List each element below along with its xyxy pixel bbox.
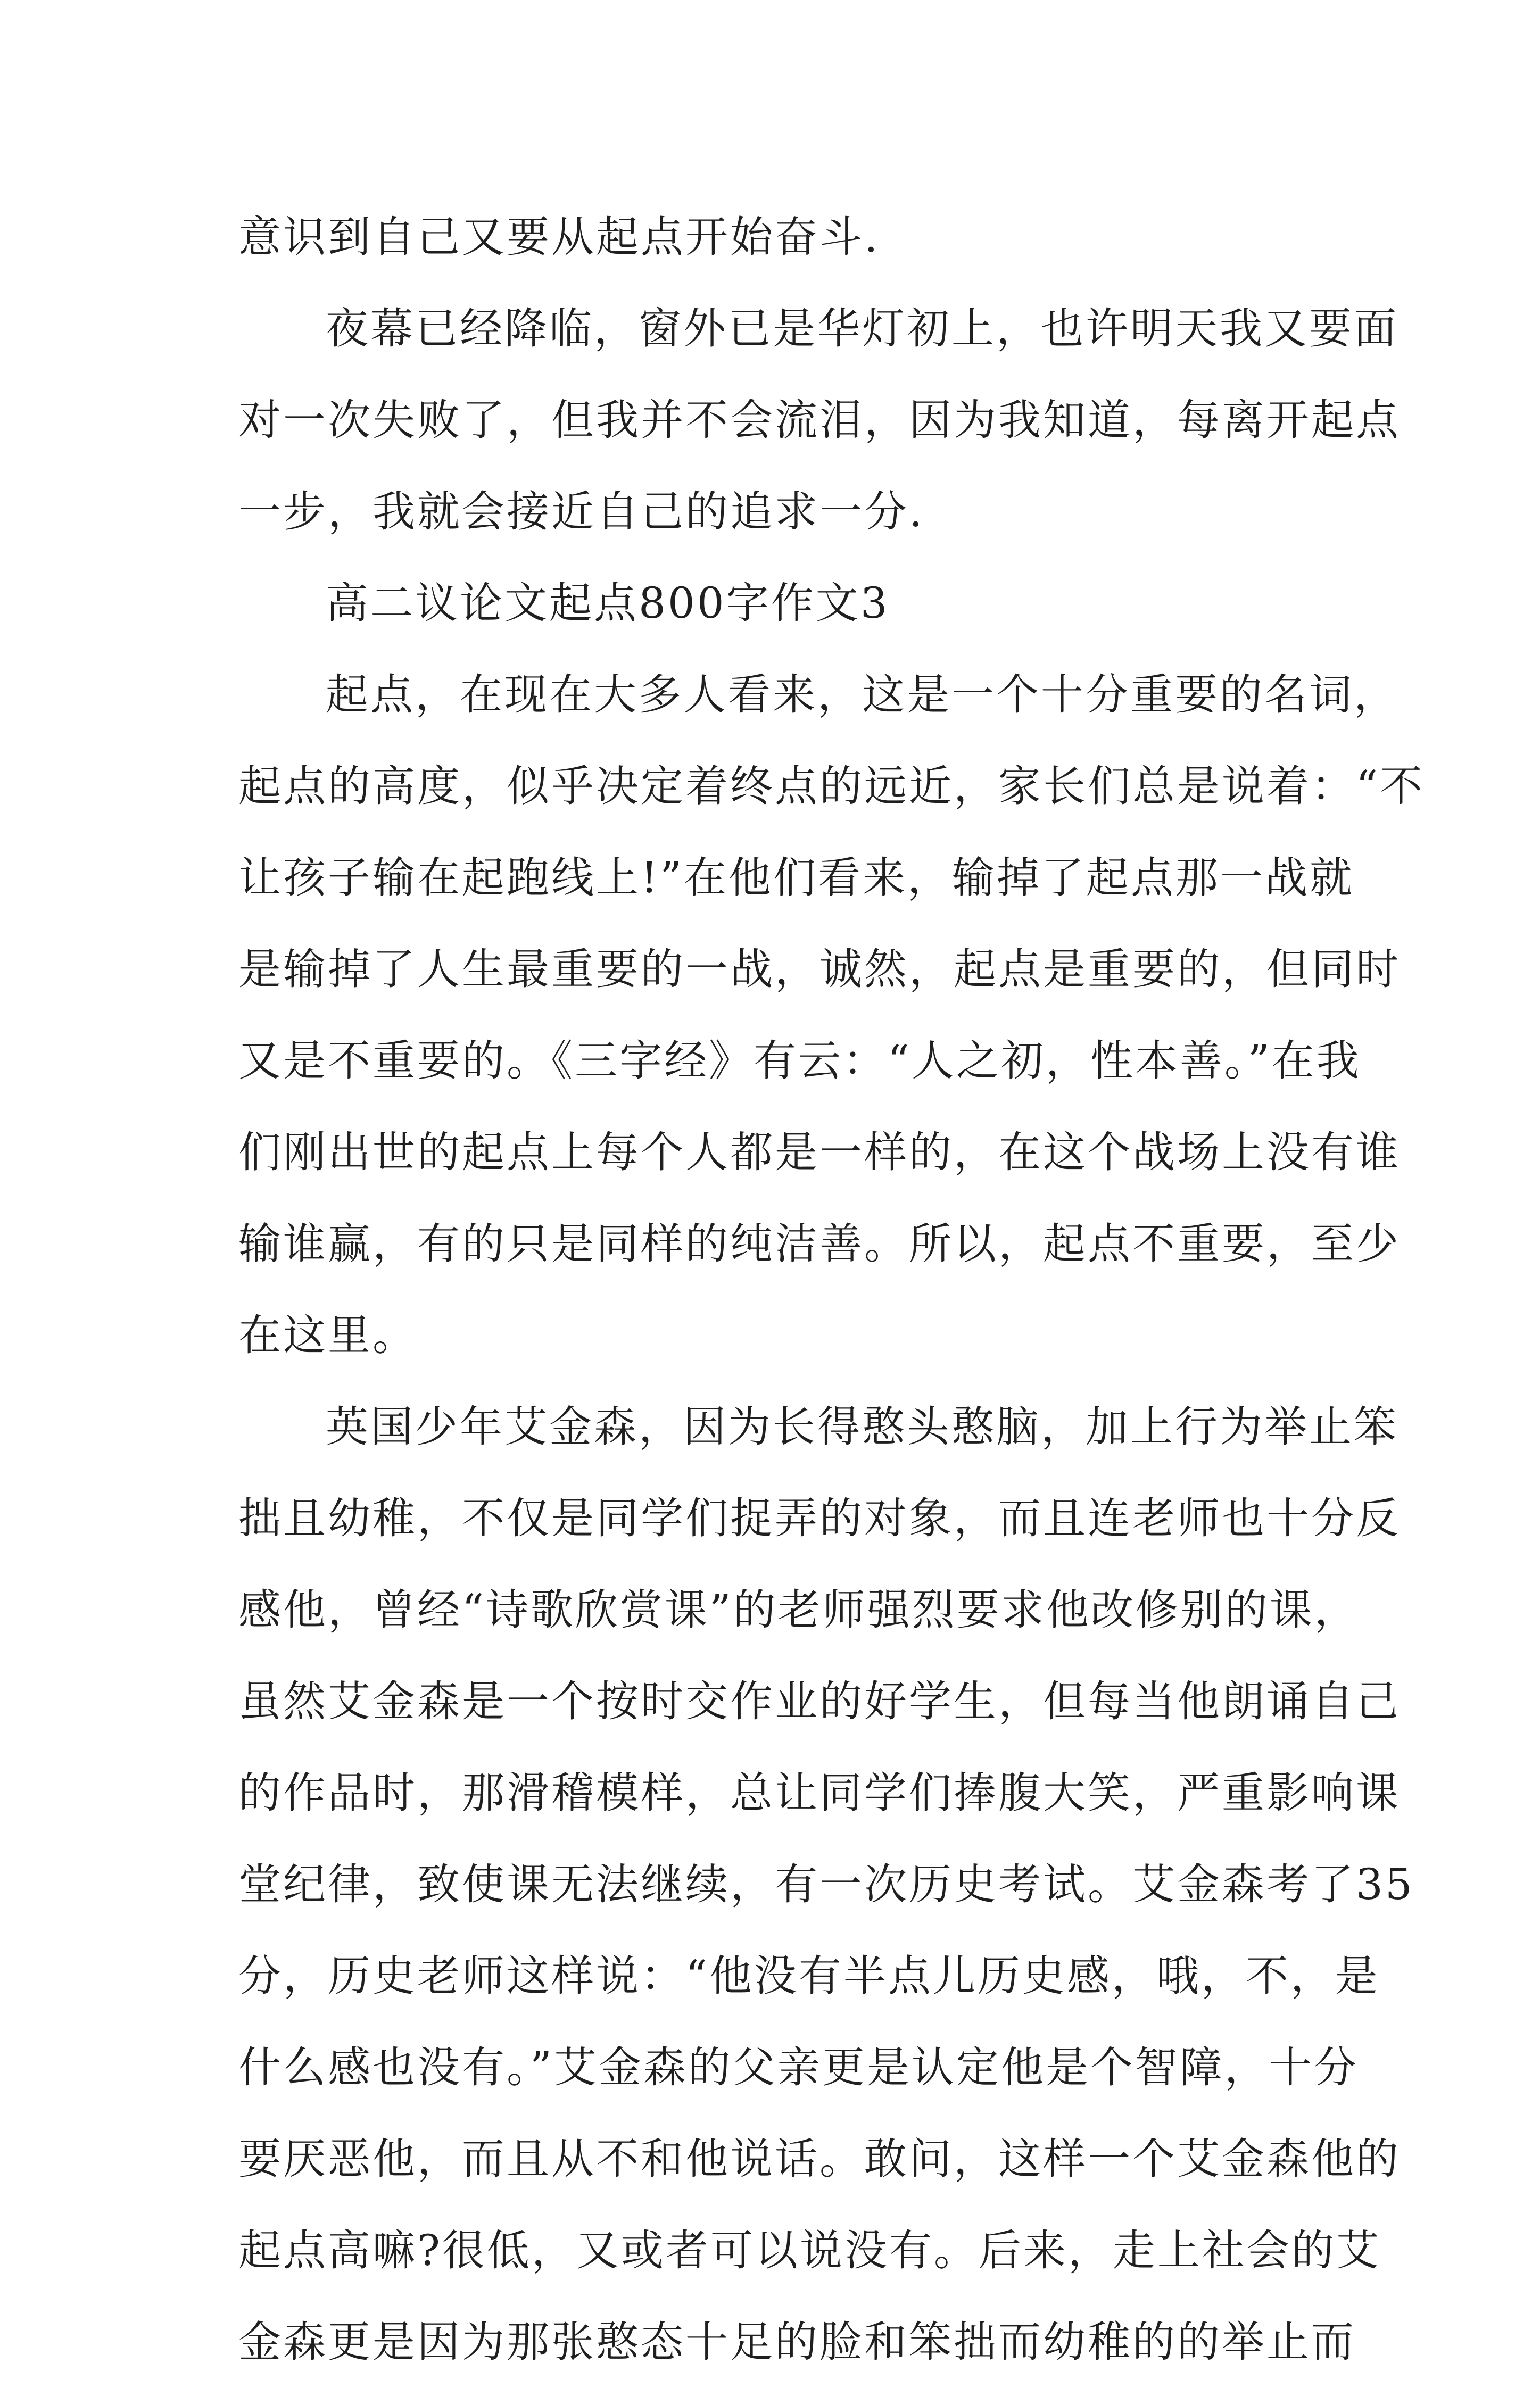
text-line: 起点的高度，似乎决定着终点的远近，家长们总是说着：“不 [238,761,1425,811]
text-line: 输谁赢，有的只是同样的纯洁善。所以，起点不重要，至少 [238,1219,1401,1268]
text-line: 拙且幼稚，不仅是同学们捉弄的对象，而且连老师也十分反 [238,1494,1401,1543]
text-line: 对一次失败了，但我并不会流泪，因为我知道，每离开起点 [238,395,1401,445]
text-line: 分，历史老师这样说：“他没有半点儿历史感，哦，不，是 [238,1951,1380,2001]
text-line: 意识到自己又要从起点开始奋斗. [238,212,880,262]
text-line: 一步，我就会接近自己的追求一分. [238,487,925,536]
text-line: 英国少年艾金森，因为长得憨头憨脑，加上行为举止笨 [326,1402,1398,1452]
text-line: 们刚出世的起点上每个人都是一样的，在这个战场上没有谁 [238,1127,1401,1177]
text-line: 感他，曾经“诗歌欣赏课”的老师强烈要求他改修别的课， [238,1585,1359,1635]
text-line: 堂纪律，致使课无法继续，有一次历史考试。艾金森考了35 [238,1860,1414,1909]
text-line: 要厌恶他，而且从不和他说话。敢问，这样一个艾金森他的 [238,2134,1401,2184]
text-line: 的作品时，那滑稽模样，总让同学们捧腹大笑，严重影响课 [238,1768,1401,1818]
text-line: 又是不重要的。《三字经》有云：“人之初，性本善。”在我 [238,1036,1361,1085]
text-line: 虽然艾金森是一个按时交作业的好学生，但每当他朗诵自己 [238,1677,1401,1726]
text-line: 让孩子输在起跑线上!”在他们看来，输掉了起点那一战就 [238,853,1355,902]
text-line: 在这里。 [238,1311,417,1360]
text-line: 起点，在现在大多人看来，这是一个十分重要的名词， [326,670,1398,719]
text-line: 夜幕已经降临，窗外已是华灯初上，也许明天我又要面 [326,304,1398,353]
document-body [238,192,1425,2388]
text-line: 什么感也没有。”艾金森的父亲更是认定他是个智障，十分 [238,2043,1359,2092]
text-line: 起点高嘛?很低，又或者可以说没有。后来，走上社会的艾 [238,2226,1381,2275]
text-line: 是输掉了人生最重要的一战，诚然，起点是重要的，但同时 [238,944,1401,994]
text-line: 金森更是因为那张憨态十足的脸和笨拙而幼稚的的举止而 [238,2317,1356,2367]
section-heading: 高二议论文起点800字作文3 [326,578,890,628]
